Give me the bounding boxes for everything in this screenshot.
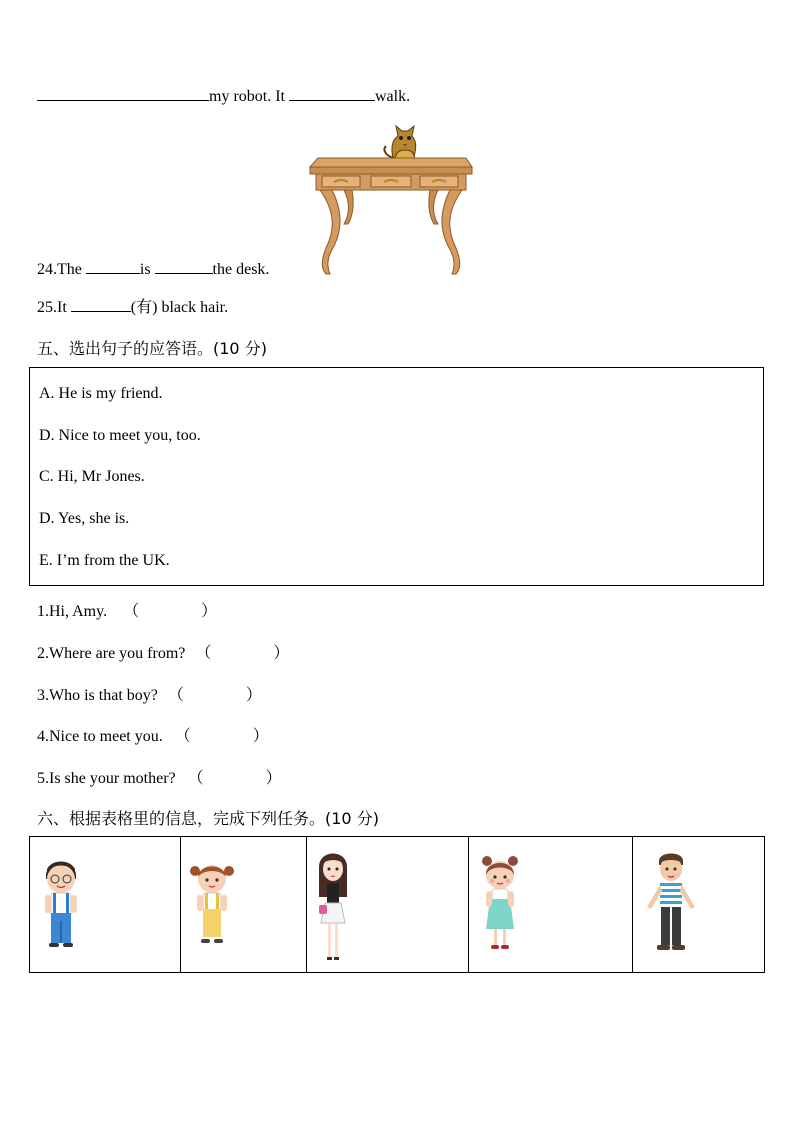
answer-paren-open: （ bbox=[174, 728, 191, 745]
table-cell bbox=[633, 837, 764, 972]
question-text: is bbox=[139, 261, 155, 278]
people-table bbox=[29, 836, 765, 973]
answer-paren-open: （ bbox=[195, 645, 212, 662]
question-text: the desk. bbox=[212, 261, 270, 278]
option-d2: D. Yes, she is. bbox=[39, 510, 130, 527]
man-in-striped-shirt-icon bbox=[639, 851, 703, 955]
answer-paren-open: （ bbox=[167, 687, 184, 704]
answer-paren-close: ） bbox=[265, 770, 282, 787]
option-c: C. Hi, Mr Jones. bbox=[39, 468, 145, 485]
question-25 bbox=[37, 294, 228, 317]
table-cell bbox=[30, 837, 181, 972]
option-a: A. He is my friend. bbox=[39, 385, 163, 402]
answer-paren-open: （ bbox=[187, 770, 204, 787]
boy-with-glasses-icon bbox=[36, 855, 86, 955]
table-cell bbox=[307, 837, 469, 972]
answer-blank[interactable] bbox=[289, 86, 375, 101]
question-text: 2.Where are you from? bbox=[37, 645, 186, 662]
girl-with-buns-icon bbox=[475, 853, 525, 957]
table-cell bbox=[469, 837, 633, 972]
question-text: 4.Nice to meet you. bbox=[37, 728, 163, 745]
question-text: 25.It bbox=[37, 299, 71, 316]
question-3 bbox=[37, 682, 262, 705]
cat-on-desk-illustration bbox=[306, 118, 476, 278]
answer-paren-close: ） bbox=[273, 645, 290, 662]
answer-blank[interactable] bbox=[155, 259, 213, 274]
option-d1: D. Nice to meet you, too. bbox=[39, 427, 201, 444]
section-6-heading: 六、根据表格里的信息，完成下列任务。(10 分) bbox=[37, 809, 379, 828]
sentence-text: walk. bbox=[375, 88, 411, 105]
answer-options-box bbox=[29, 367, 764, 586]
question-1 bbox=[37, 598, 217, 621]
sentence-text: my robot. It bbox=[209, 88, 289, 105]
answer-blank[interactable] bbox=[37, 86, 209, 101]
young-woman-icon bbox=[313, 847, 353, 967]
answer-paren-close: ） bbox=[201, 603, 218, 620]
option-e: E. I’m from the UK. bbox=[39, 552, 170, 569]
question-text: 3.Who is that boy? bbox=[37, 687, 158, 704]
answer-blank[interactable] bbox=[71, 297, 131, 312]
question-text: 24.The bbox=[37, 261, 86, 278]
answer-paren-open: （ bbox=[123, 603, 140, 620]
cat-icon bbox=[384, 126, 415, 163]
question-4 bbox=[37, 723, 269, 746]
question-text: 5.Is she your mother? bbox=[37, 770, 176, 787]
answer-blank[interactable] bbox=[86, 259, 140, 274]
question-2 bbox=[37, 640, 289, 663]
girl-with-pigtails-icon bbox=[187, 857, 237, 952]
question-5 bbox=[37, 765, 282, 788]
question-text: 1.Hi, Amy. bbox=[37, 603, 108, 620]
section-5-heading: 五、选出句子的应答语。(10 分) bbox=[37, 339, 267, 358]
question-24 bbox=[37, 259, 269, 279]
answer-paren-close: ） bbox=[252, 728, 269, 745]
question-text: (有) black hair. bbox=[130, 299, 229, 316]
table-cell bbox=[181, 837, 307, 972]
robot-sentence bbox=[37, 86, 410, 106]
answer-paren-close: ） bbox=[245, 687, 262, 704]
